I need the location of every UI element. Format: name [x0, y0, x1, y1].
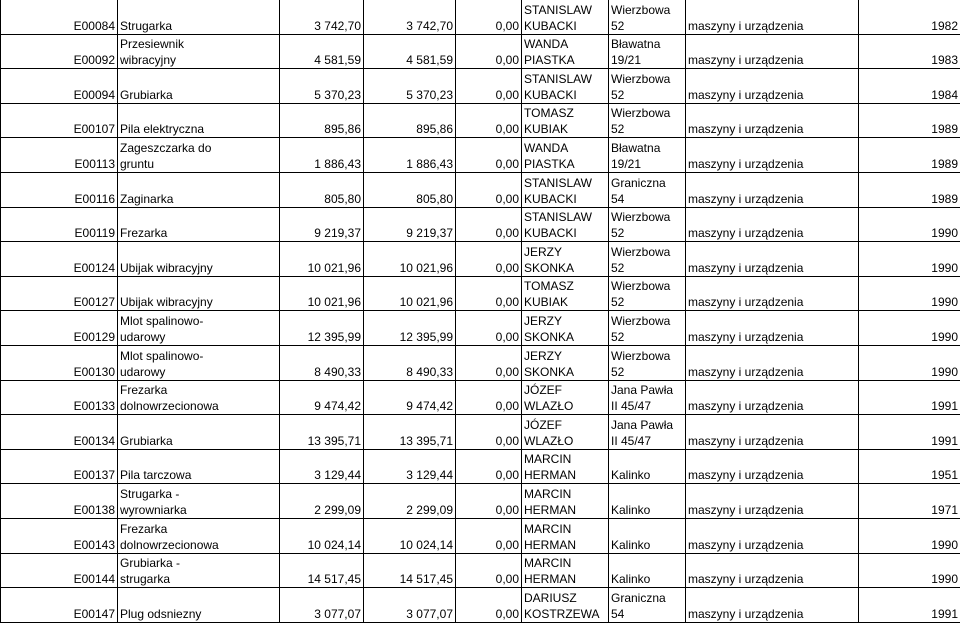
- location-cell: Wierzbowa 52: [609, 311, 686, 346]
- net-value-cell: 0,00: [456, 345, 522, 380]
- depreciation-cell: 12 395,99: [364, 311, 456, 346]
- initial-value-cell: 805,80: [280, 172, 364, 207]
- location-cell: Bławatna 19/21: [609, 34, 686, 69]
- table-body: [1, 0, 960, 622]
- person-cell: STANISLAW KUBACKI: [522, 172, 609, 207]
- asset-id-cell: E00116: [1, 172, 118, 207]
- location-cell: Kalinko: [609, 449, 686, 484]
- person-cell: DARIUSZ KOSTRZEWA: [522, 588, 609, 623]
- initial-value-cell: 9 474,42: [280, 380, 364, 415]
- asset-id-cell: E00124: [1, 242, 118, 277]
- year-cell: 1991: [859, 380, 960, 415]
- year-cell: 1989: [859, 172, 960, 207]
- table-row: [1, 207, 960, 242]
- asset-id-cell: E00092: [1, 34, 118, 69]
- table-row: [1, 0, 960, 34]
- depreciation-cell: 5 370,23: [364, 69, 456, 104]
- category-cell: maszyny i urządzenia: [686, 69, 859, 104]
- initial-value-cell: 895,86: [280, 103, 364, 138]
- initial-value-cell: 3 129,44: [280, 449, 364, 484]
- net-value-cell: 0,00: [456, 172, 522, 207]
- year-cell: 1951: [859, 449, 960, 484]
- initial-value-cell: 12 395,99: [280, 311, 364, 346]
- person-cell: WANDA PIASTKA: [522, 34, 609, 69]
- initial-value-cell: 5 370,23: [280, 69, 364, 104]
- location-cell: Jana Pawła II 45/47: [609, 380, 686, 415]
- table-row: [1, 103, 960, 138]
- asset-name-cell: Grubiarka: [118, 415, 280, 450]
- location-cell: Graniczna 54: [609, 172, 686, 207]
- category-cell: maszyny i urządzenia: [686, 449, 859, 484]
- table-row: [1, 553, 960, 588]
- asset-id-cell: E00130: [1, 345, 118, 380]
- location-cell: Jana Pawła II 45/47: [609, 415, 686, 450]
- initial-value-cell: 3 077,07: [280, 588, 364, 623]
- category-cell: maszyny i urządzenia: [686, 345, 859, 380]
- category-cell: maszyny i urządzenia: [686, 484, 859, 519]
- year-cell: 1990: [859, 345, 960, 380]
- initial-value-cell: 9 219,37: [280, 207, 364, 242]
- person-cell: MARCIN HERMAN: [522, 449, 609, 484]
- depreciation-cell: 805,80: [364, 172, 456, 207]
- year-cell: 1990: [859, 553, 960, 588]
- depreciation-cell: 14 517,45: [364, 553, 456, 588]
- person-cell: TOMASZ KUBIAK: [522, 103, 609, 138]
- category-cell: maszyny i urządzenia: [686, 380, 859, 415]
- person-cell: WANDA PIASTKA: [522, 138, 609, 173]
- depreciation-cell: 4 581,59: [364, 34, 456, 69]
- asset-id-cell: E00119: [1, 207, 118, 242]
- asset-name-cell: Strugarka: [118, 0, 280, 34]
- category-cell: maszyny i urządzenia: [686, 276, 859, 311]
- person-cell: STANISLAW KUBACKI: [522, 207, 609, 242]
- asset-name-cell: Plug odsniezny: [118, 588, 280, 623]
- depreciation-cell: 895,86: [364, 103, 456, 138]
- person-cell: STANISLAW KUBACKI: [522, 69, 609, 104]
- initial-value-cell: 14 517,45: [280, 553, 364, 588]
- year-cell: 1991: [859, 588, 960, 623]
- category-cell: maszyny i urządzenia: [686, 518, 859, 553]
- asset-id-cell: E00147: [1, 588, 118, 623]
- table-row: [1, 588, 960, 623]
- year-cell: 1990: [859, 242, 960, 277]
- depreciation-cell: 3 077,07: [364, 588, 456, 623]
- initial-value-cell: 10 024,14: [280, 518, 364, 553]
- depreciation-cell: 9 219,37: [364, 207, 456, 242]
- asset-name-cell: Przesiewnik wibracyjny: [118, 34, 280, 69]
- asset-id-cell: E00134: [1, 415, 118, 450]
- location-cell: Kalinko: [609, 484, 686, 519]
- asset-name-cell: Ubijak wibracyjny: [118, 276, 280, 311]
- asset-name-cell: Zaginarka: [118, 172, 280, 207]
- category-cell: maszyny i urządzenia: [686, 415, 859, 450]
- net-value-cell: 0,00: [456, 380, 522, 415]
- year-cell: 1990: [859, 207, 960, 242]
- depreciation-cell: 3 129,44: [364, 449, 456, 484]
- year-cell: 1991: [859, 415, 960, 450]
- asset-name-cell: Frezarka: [118, 207, 280, 242]
- depreciation-cell: 10 021,96: [364, 242, 456, 277]
- initial-value-cell: 13 395,71: [280, 415, 364, 450]
- category-cell: maszyny i urządzenia: [686, 588, 859, 623]
- year-cell: 1989: [859, 103, 960, 138]
- person-cell: JÓZEF WLAZŁO: [522, 415, 609, 450]
- depreciation-cell: 13 395,71: [364, 415, 456, 450]
- net-value-cell: 0,00: [456, 103, 522, 138]
- depreciation-cell: 9 474,42: [364, 380, 456, 415]
- location-cell: Wierzbowa 52: [609, 345, 686, 380]
- asset-id-cell: E00094: [1, 69, 118, 104]
- person-cell: MARCIN HERMAN: [522, 553, 609, 588]
- asset-id-cell: E00113: [1, 138, 118, 173]
- net-value-cell: 0,00: [456, 311, 522, 346]
- table-row: [1, 518, 960, 553]
- asset-id-cell: E00138: [1, 484, 118, 519]
- initial-value-cell: 1 886,43: [280, 138, 364, 173]
- net-value-cell: 0,00: [456, 518, 522, 553]
- asset-name-cell: Zageszczarka do gruntu: [118, 138, 280, 173]
- year-cell: 1989: [859, 138, 960, 173]
- net-value-cell: 0,00: [456, 69, 522, 104]
- table-row: [1, 380, 960, 415]
- table-row: [1, 415, 960, 450]
- year-cell: 1971: [859, 484, 960, 519]
- depreciation-cell: 10 024,14: [364, 518, 456, 553]
- table-row: [1, 242, 960, 277]
- year-cell: 1990: [859, 276, 960, 311]
- asset-id-cell: E00144: [1, 553, 118, 588]
- table-row: [1, 276, 960, 311]
- asset-name-cell: Frezarka dolnowrzecionowa: [118, 518, 280, 553]
- category-cell: maszyny i urządzenia: [686, 553, 859, 588]
- person-cell: STANISLAW KUBACKI: [522, 0, 609, 34]
- location-cell: Wierzbowa 52: [609, 103, 686, 138]
- net-value-cell: 0,00: [456, 415, 522, 450]
- person-cell: MARCIN HERMAN: [522, 518, 609, 553]
- person-cell: JÓZEF WLAZŁO: [522, 380, 609, 415]
- asset-name-cell: Ubijak wibracyjny: [118, 242, 280, 277]
- asset-id-cell: E00107: [1, 103, 118, 138]
- asset-name-cell: Mlot spalinowo- udarowy: [118, 345, 280, 380]
- asset-id-cell: E00127: [1, 276, 118, 311]
- asset-name-cell: Frezarka dolnowrzecionowa: [118, 380, 280, 415]
- depreciation-cell: 10 021,96: [364, 276, 456, 311]
- category-cell: maszyny i urządzenia: [686, 311, 859, 346]
- category-cell: maszyny i urządzenia: [686, 207, 859, 242]
- asset-id-cell: E00137: [1, 449, 118, 484]
- net-value-cell: 0,00: [456, 553, 522, 588]
- table-row: [1, 484, 960, 519]
- category-cell: maszyny i urządzenia: [686, 34, 859, 69]
- table-row: [1, 449, 960, 484]
- net-value-cell: 0,00: [456, 588, 522, 623]
- initial-value-cell: 10 021,96: [280, 276, 364, 311]
- year-cell: 1984: [859, 69, 960, 104]
- table-row: [1, 345, 960, 380]
- year-cell: 1990: [859, 311, 960, 346]
- depreciation-cell: 3 742,70: [364, 0, 456, 34]
- depreciation-cell: 8 490,33: [364, 345, 456, 380]
- net-value-cell: 0,00: [456, 0, 522, 34]
- category-cell: maszyny i urządzenia: [686, 103, 859, 138]
- depreciation-cell: 2 299,09: [364, 484, 456, 519]
- initial-value-cell: 8 490,33: [280, 345, 364, 380]
- category-cell: maszyny i urządzenia: [686, 0, 859, 34]
- initial-value-cell: 4 581,59: [280, 34, 364, 69]
- person-cell: JERZY SKONKA: [522, 311, 609, 346]
- person-cell: MARCIN HERMAN: [522, 484, 609, 519]
- net-value-cell: 0,00: [456, 242, 522, 277]
- category-cell: maszyny i urządzenia: [686, 242, 859, 277]
- category-cell: maszyny i urządzenia: [686, 172, 859, 207]
- asset-name-cell: Pila tarczowa: [118, 449, 280, 484]
- location-cell: Wierzbowa 52: [609, 0, 686, 34]
- table-row: [1, 34, 960, 69]
- table-row: [1, 172, 960, 207]
- asset-name-cell: Grubiarka - strugarka: [118, 553, 280, 588]
- asset-name-cell: Strugarka - wyrowniarka: [118, 484, 280, 519]
- location-cell: Wierzbowa 52: [609, 276, 686, 311]
- location-cell: Bławatna 19/21: [609, 138, 686, 173]
- table-row: [1, 311, 960, 346]
- initial-value-cell: 3 742,70: [280, 0, 364, 34]
- net-value-cell: 0,00: [456, 449, 522, 484]
- asset-name-cell: Pila elektryczna: [118, 103, 280, 138]
- person-cell: JERZY SKONKA: [522, 345, 609, 380]
- asset-id-cell: E00133: [1, 380, 118, 415]
- depreciation-cell: 1 886,43: [364, 138, 456, 173]
- asset-id-cell: E00084: [1, 0, 118, 34]
- person-cell: TOMASZ KUBIAK: [522, 276, 609, 311]
- net-value-cell: 0,00: [456, 138, 522, 173]
- asset-name-cell: Grubiarka: [118, 69, 280, 104]
- initial-value-cell: 2 299,09: [280, 484, 364, 519]
- location-cell: Kalinko: [609, 553, 686, 588]
- asset-id-cell: E00143: [1, 518, 118, 553]
- year-cell: 1983: [859, 34, 960, 69]
- year-cell: 1990: [859, 518, 960, 553]
- net-value-cell: 0,00: [456, 34, 522, 69]
- net-value-cell: 0,00: [456, 207, 522, 242]
- year-cell: 1982: [859, 0, 960, 34]
- location-cell: Wierzbowa 52: [609, 207, 686, 242]
- net-value-cell: 0,00: [456, 276, 522, 311]
- initial-value-cell: 10 021,96: [280, 242, 364, 277]
- location-cell: Wierzbowa 52: [609, 242, 686, 277]
- category-cell: maszyny i urządzenia: [686, 138, 859, 173]
- person-cell: JERZY SKONKA: [522, 242, 609, 277]
- net-value-cell: 0,00: [456, 484, 522, 519]
- asset-name-cell: Mlot spalinowo- udarowy: [118, 311, 280, 346]
- table-row: [1, 69, 960, 104]
- location-cell: Graniczna 54: [609, 588, 686, 623]
- table-row: [1, 138, 960, 173]
- location-cell: Wierzbowa 52: [609, 69, 686, 104]
- asset-id-cell: E00129: [1, 311, 118, 346]
- location-cell: Kalinko: [609, 518, 686, 553]
